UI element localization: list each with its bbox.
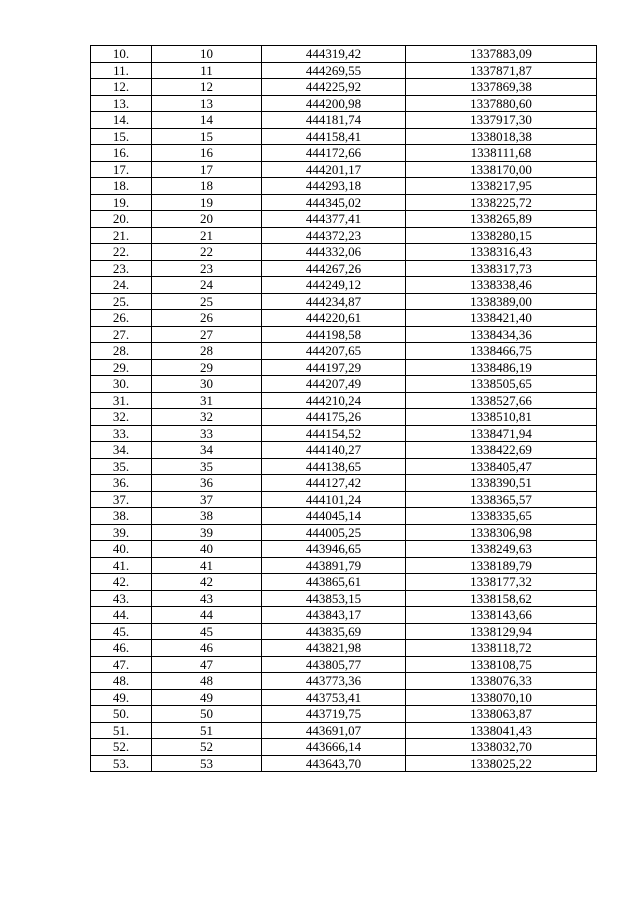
coordinate-y-cell: 1338177,32	[406, 574, 597, 591]
table-row	[91, 244, 597, 261]
coordinate-x-cell: 444045,14	[262, 508, 406, 525]
coordinate-y-cell: 1338170,00	[406, 161, 597, 178]
coordinate-x-cell: 444172,66	[262, 145, 406, 162]
table-row	[91, 541, 597, 558]
coordinate-y-cell: 1338527,66	[406, 392, 597, 409]
row-number-cell: 26.	[91, 310, 152, 327]
row-number-cell: 51.	[91, 722, 152, 739]
point-number-cell: 44	[152, 607, 262, 624]
table-row	[91, 491, 597, 508]
coordinate-x-cell: 443891,79	[262, 557, 406, 574]
point-number-cell: 18	[152, 178, 262, 195]
coordinate-y-cell: 1338421,40	[406, 310, 597, 327]
table-row	[91, 425, 597, 442]
coordinate-y-cell: 1338076,33	[406, 673, 597, 690]
coordinate-y-cell: 1338111,68	[406, 145, 597, 162]
row-number-cell: 13.	[91, 95, 152, 112]
coordinate-x-cell: 444198,58	[262, 326, 406, 343]
table-row	[91, 112, 597, 129]
table-row	[91, 95, 597, 112]
row-number-cell: 14.	[91, 112, 152, 129]
point-number-cell: 13	[152, 95, 262, 112]
coordinate-y-cell: 1338317,73	[406, 260, 597, 277]
row-number-cell: 29.	[91, 359, 152, 376]
coordinate-y-cell: 1338217,95	[406, 178, 597, 195]
row-number-cell: 39.	[91, 524, 152, 541]
row-number-cell: 33.	[91, 425, 152, 442]
point-number-cell: 43	[152, 590, 262, 607]
row-number-cell: 16.	[91, 145, 152, 162]
row-number-cell: 20.	[91, 211, 152, 228]
point-number-cell: 45	[152, 623, 262, 640]
row-number-cell: 21.	[91, 227, 152, 244]
row-number-cell: 37.	[91, 491, 152, 508]
coordinate-x-cell: 443835,69	[262, 623, 406, 640]
coordinate-y-cell: 1337917,30	[406, 112, 597, 129]
point-number-cell: 12	[152, 79, 262, 96]
coordinate-y-cell: 1338032,70	[406, 739, 597, 756]
table-row	[91, 755, 597, 772]
row-number-cell: 34.	[91, 442, 152, 459]
point-number-cell: 20	[152, 211, 262, 228]
row-number-cell: 48.	[91, 673, 152, 690]
table-row	[91, 656, 597, 673]
point-number-cell: 52	[152, 739, 262, 756]
table-row	[91, 343, 597, 360]
table-row	[91, 640, 597, 657]
row-number-cell: 42.	[91, 574, 152, 591]
coordinate-x-cell: 443753,41	[262, 689, 406, 706]
coordinate-y-cell: 1337871,87	[406, 62, 597, 79]
row-number-cell: 45.	[91, 623, 152, 640]
coordinate-y-cell: 1338249,63	[406, 541, 597, 558]
point-number-cell: 35	[152, 458, 262, 475]
coordinate-y-cell: 1338143,66	[406, 607, 597, 624]
coordinate-x-cell: 443773,36	[262, 673, 406, 690]
coordinate-y-cell: 1337883,09	[406, 46, 597, 63]
coordinate-x-cell: 444154,52	[262, 425, 406, 442]
row-number-cell: 46.	[91, 640, 152, 657]
coordinate-y-cell: 1338471,94	[406, 425, 597, 442]
coordinate-x-cell: 443865,61	[262, 574, 406, 591]
coordinate-y-cell: 1338063,87	[406, 706, 597, 723]
row-number-cell: 15.	[91, 128, 152, 145]
point-number-cell: 29	[152, 359, 262, 376]
row-number-cell: 28.	[91, 343, 152, 360]
point-number-cell: 22	[152, 244, 262, 261]
table-row	[91, 623, 597, 640]
point-number-cell: 24	[152, 277, 262, 294]
coordinates-table	[90, 45, 597, 772]
coordinate-x-cell: 444225,92	[262, 79, 406, 96]
coordinate-x-cell: 443719,75	[262, 706, 406, 723]
coordinate-y-cell: 1338108,75	[406, 656, 597, 673]
table-row	[91, 79, 597, 96]
row-number-cell: 36.	[91, 475, 152, 492]
coordinate-x-cell: 443691,07	[262, 722, 406, 739]
row-number-cell: 30.	[91, 376, 152, 393]
coordinate-x-cell: 444140,27	[262, 442, 406, 459]
coordinate-y-cell: 1338018,38	[406, 128, 597, 145]
row-number-cell: 43.	[91, 590, 152, 607]
table-row	[91, 326, 597, 343]
coordinate-x-cell: 443821,98	[262, 640, 406, 657]
coordinate-y-cell: 1338025,22	[406, 755, 597, 772]
row-number-cell: 12.	[91, 79, 152, 96]
row-number-cell: 11.	[91, 62, 152, 79]
coordinate-y-cell: 1338390,51	[406, 475, 597, 492]
table-row	[91, 277, 597, 294]
coordinate-x-cell: 444207,65	[262, 343, 406, 360]
point-number-cell: 34	[152, 442, 262, 459]
coordinate-x-cell: 444377,41	[262, 211, 406, 228]
point-number-cell: 21	[152, 227, 262, 244]
point-number-cell: 11	[152, 62, 262, 79]
table-row	[91, 293, 597, 310]
table-row	[91, 475, 597, 492]
row-number-cell: 32.	[91, 409, 152, 426]
table-row	[91, 128, 597, 145]
row-number-cell: 27.	[91, 326, 152, 343]
point-number-cell: 46	[152, 640, 262, 657]
table-row	[91, 574, 597, 591]
point-number-cell: 23	[152, 260, 262, 277]
table-row	[91, 161, 597, 178]
point-number-cell: 49	[152, 689, 262, 706]
point-number-cell: 19	[152, 194, 262, 211]
coordinate-y-cell: 1338189,79	[406, 557, 597, 574]
point-number-cell: 17	[152, 161, 262, 178]
coordinate-x-cell: 444200,98	[262, 95, 406, 112]
coordinate-x-cell: 444127,42	[262, 475, 406, 492]
coordinate-x-cell: 444138,65	[262, 458, 406, 475]
row-number-cell: 10.	[91, 46, 152, 63]
row-number-cell: 24.	[91, 277, 152, 294]
coordinate-y-cell: 1338316,43	[406, 244, 597, 261]
coordinate-x-cell: 444234,87	[262, 293, 406, 310]
coordinate-y-cell: 1338505,65	[406, 376, 597, 393]
point-number-cell: 16	[152, 145, 262, 162]
row-number-cell: 49.	[91, 689, 152, 706]
row-number-cell: 40.	[91, 541, 152, 558]
coordinate-y-cell: 1338306,98	[406, 524, 597, 541]
row-number-cell: 44.	[91, 607, 152, 624]
coordinate-x-cell: 444319,42	[262, 46, 406, 63]
table-row	[91, 62, 597, 79]
table-row	[91, 557, 597, 574]
row-number-cell: 23.	[91, 260, 152, 277]
coordinate-y-cell: 1338118,72	[406, 640, 597, 657]
row-number-cell: 50.	[91, 706, 152, 723]
row-number-cell: 17.	[91, 161, 152, 178]
coordinate-x-cell: 444210,24	[262, 392, 406, 409]
row-number-cell: 38.	[91, 508, 152, 525]
coordinate-x-cell: 444372,23	[262, 227, 406, 244]
table-row	[91, 706, 597, 723]
coordinate-y-cell: 1338225,72	[406, 194, 597, 211]
row-number-cell: 35.	[91, 458, 152, 475]
coordinate-y-cell: 1337869,38	[406, 79, 597, 96]
row-number-cell: 53.	[91, 755, 152, 772]
coordinate-y-cell: 1338041,43	[406, 722, 597, 739]
coordinate-y-cell: 1338405,47	[406, 458, 597, 475]
point-number-cell: 15	[152, 128, 262, 145]
point-number-cell: 38	[152, 508, 262, 525]
point-number-cell: 25	[152, 293, 262, 310]
coordinate-y-cell: 1338434,36	[406, 326, 597, 343]
coordinate-y-cell: 1338335,65	[406, 508, 597, 525]
coordinate-x-cell: 443805,77	[262, 656, 406, 673]
coordinate-y-cell: 1338070,10	[406, 689, 597, 706]
coordinate-x-cell: 443946,65	[262, 541, 406, 558]
table-row	[91, 178, 597, 195]
coordinate-x-cell: 444345,02	[262, 194, 406, 211]
coordinate-x-cell: 444293,18	[262, 178, 406, 195]
table-row	[91, 211, 597, 228]
table-row	[91, 260, 597, 277]
table-row	[91, 227, 597, 244]
coordinate-x-cell: 444220,61	[262, 310, 406, 327]
table-row	[91, 194, 597, 211]
point-number-cell: 10	[152, 46, 262, 63]
point-number-cell: 30	[152, 376, 262, 393]
coordinate-x-cell: 443853,15	[262, 590, 406, 607]
point-number-cell: 36	[152, 475, 262, 492]
row-number-cell: 41.	[91, 557, 152, 574]
coordinate-x-cell: 444181,74	[262, 112, 406, 129]
coordinate-x-cell: 444267,26	[262, 260, 406, 277]
table-row	[91, 722, 597, 739]
table-row	[91, 590, 597, 607]
point-number-cell: 32	[152, 409, 262, 426]
coordinate-y-cell: 1338486,19	[406, 359, 597, 376]
point-number-cell: 41	[152, 557, 262, 574]
table-row	[91, 508, 597, 525]
coordinate-x-cell: 443843,17	[262, 607, 406, 624]
coordinate-x-cell: 444269,55	[262, 62, 406, 79]
coordinate-y-cell: 1338158,62	[406, 590, 597, 607]
coordinate-y-cell: 1338389,00	[406, 293, 597, 310]
table-row	[91, 524, 597, 541]
point-number-cell: 14	[152, 112, 262, 129]
point-number-cell: 37	[152, 491, 262, 508]
point-number-cell: 39	[152, 524, 262, 541]
row-number-cell: 52.	[91, 739, 152, 756]
point-number-cell: 33	[152, 425, 262, 442]
coordinate-x-cell: 444175,26	[262, 409, 406, 426]
coordinate-y-cell: 1337880,60	[406, 95, 597, 112]
point-number-cell: 28	[152, 343, 262, 360]
coordinate-x-cell: 444249,12	[262, 277, 406, 294]
coordinate-y-cell: 1338280,15	[406, 227, 597, 244]
row-number-cell: 22.	[91, 244, 152, 261]
point-number-cell: 51	[152, 722, 262, 739]
table-row	[91, 145, 597, 162]
row-number-cell: 19.	[91, 194, 152, 211]
table-row	[91, 442, 597, 459]
row-number-cell: 31.	[91, 392, 152, 409]
table-row	[91, 392, 597, 409]
point-number-cell: 26	[152, 310, 262, 327]
coordinate-x-cell: 443643,70	[262, 755, 406, 772]
coordinate-y-cell: 1338510,81	[406, 409, 597, 426]
coordinate-y-cell: 1338265,89	[406, 211, 597, 228]
table-row	[91, 458, 597, 475]
table-row	[91, 607, 597, 624]
coordinate-x-cell: 444197,29	[262, 359, 406, 376]
table-row	[91, 409, 597, 426]
point-number-cell: 48	[152, 673, 262, 690]
coordinate-y-cell: 1338422,69	[406, 442, 597, 459]
table-row	[91, 359, 597, 376]
table-row	[91, 689, 597, 706]
coordinate-y-cell: 1338466,75	[406, 343, 597, 360]
row-number-cell: 25.	[91, 293, 152, 310]
coordinate-x-cell: 444101,24	[262, 491, 406, 508]
table-row	[91, 46, 597, 63]
coordinates-table-body	[91, 46, 597, 772]
point-number-cell: 42	[152, 574, 262, 591]
coordinate-x-cell: 444332,06	[262, 244, 406, 261]
row-number-cell: 18.	[91, 178, 152, 195]
coordinate-y-cell: 1338338,46	[406, 277, 597, 294]
coordinate-x-cell: 444207,49	[262, 376, 406, 393]
coordinate-y-cell: 1338129,94	[406, 623, 597, 640]
row-number-cell: 47.	[91, 656, 152, 673]
coordinate-x-cell: 443666,14	[262, 739, 406, 756]
coordinate-x-cell: 444005,25	[262, 524, 406, 541]
point-number-cell: 47	[152, 656, 262, 673]
coordinate-x-cell: 444158,41	[262, 128, 406, 145]
coordinate-x-cell: 444201,17	[262, 161, 406, 178]
table-row	[91, 673, 597, 690]
table-row	[91, 739, 597, 756]
table-row	[91, 376, 597, 393]
point-number-cell: 27	[152, 326, 262, 343]
table-row	[91, 310, 597, 327]
point-number-cell: 40	[152, 541, 262, 558]
point-number-cell: 31	[152, 392, 262, 409]
coordinate-y-cell: 1338365,57	[406, 491, 597, 508]
point-number-cell: 53	[152, 755, 262, 772]
point-number-cell: 50	[152, 706, 262, 723]
